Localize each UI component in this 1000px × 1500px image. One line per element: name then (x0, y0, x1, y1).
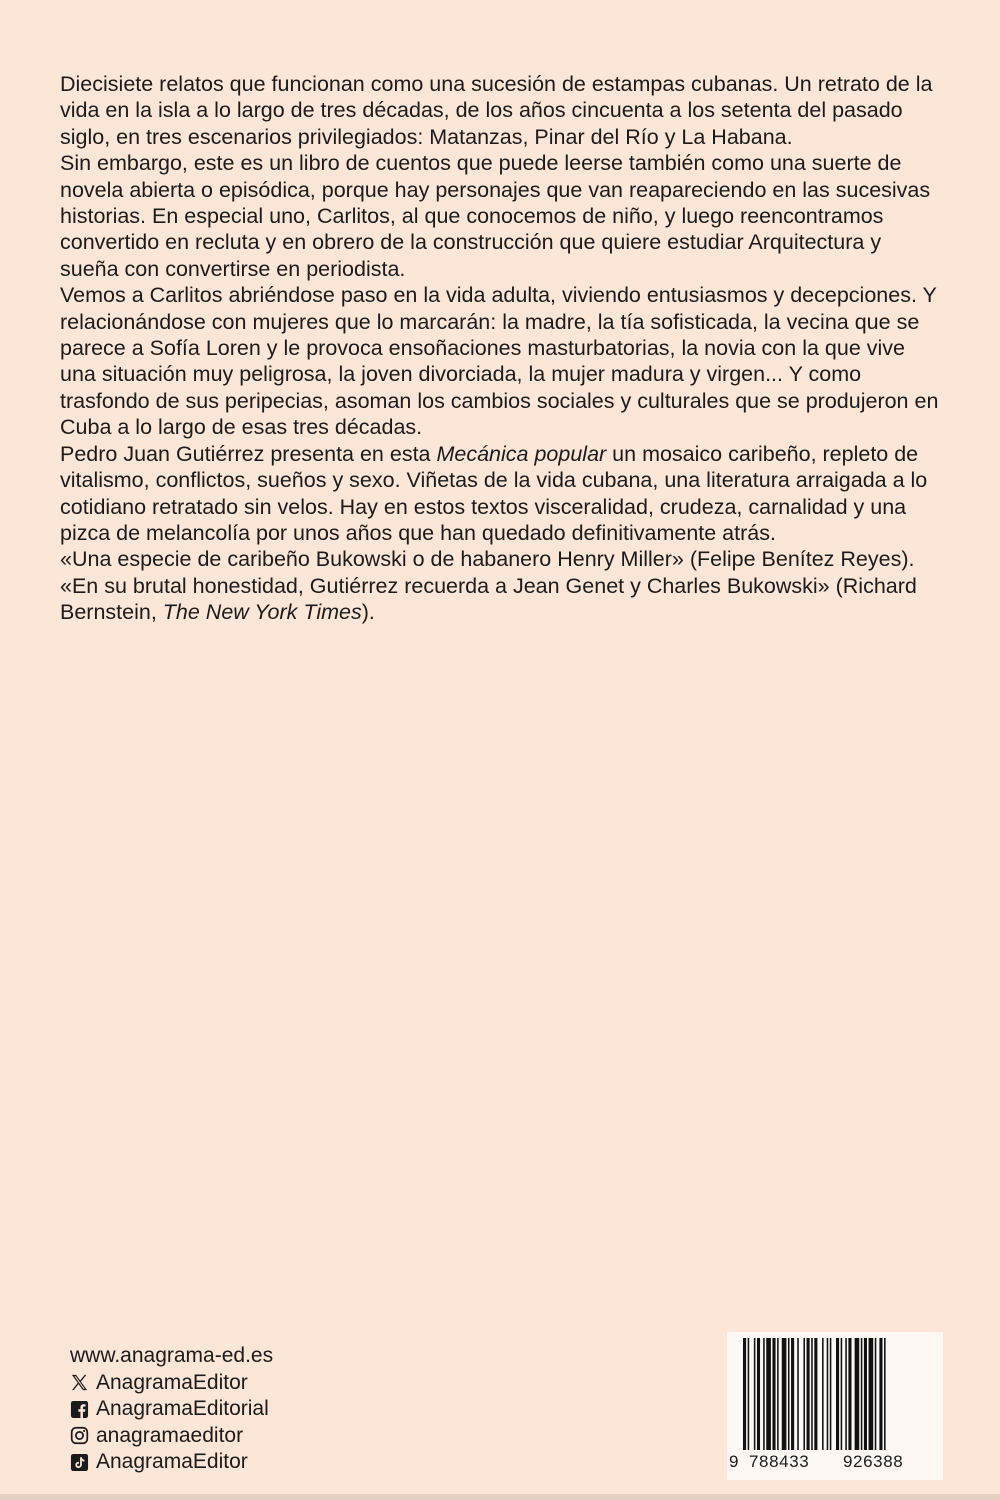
barcode-bar (875, 1338, 877, 1450)
barcode-digit-group-2: 926388 (843, 1452, 904, 1471)
barcode-bar (788, 1338, 790, 1450)
publisher-contacts (70, 1343, 273, 1476)
barcode-bar (766, 1338, 771, 1450)
barcode-bars (727, 1332, 943, 1454)
instagram-icon (70, 1426, 89, 1445)
isbn-barcode (727, 1332, 943, 1480)
barcode-bar (803, 1338, 805, 1450)
barcode-bar (814, 1338, 817, 1450)
barcode-bar (777, 1338, 779, 1450)
barcode-bar (827, 1338, 829, 1450)
barcode-bar (791, 1338, 794, 1450)
barcode-bar (772, 1338, 775, 1450)
barcode-bar (861, 1338, 863, 1450)
barcode-bar (884, 1338, 886, 1450)
blurb-paragraph-4-end: un mosaico caribeño, repleto de vitalismo, conflictos, sueños y sexo. Viñetas de la vida cubana, una literatura arraigada a lo cotidiano retratado sin velos. Hay en estos textos visceralidad, crudeza, carnalidad y una pizca de melancolía por unos años que han quedado definitivamente atrás. (60, 441, 928, 545)
tiktok-handle[interactable]: AnagramaEditor (96, 1450, 248, 1473)
x-account[interactable] (70, 1370, 273, 1397)
x-logo-icon (70, 1373, 89, 1392)
barcode-bar (782, 1338, 787, 1450)
tiktok-icon (70, 1453, 89, 1472)
barcode-bar (869, 1338, 874, 1450)
instagram-account[interactable] (70, 1423, 273, 1450)
blurb-paragraph-3: Vemos a Carlitos abriéndose paso en la vida adulta, viviendo entusiasmos y decepciones. Y relacionándose con mujeres que lo marcarán: la madre, la tía sofisticada, la vecina que se parece a Sofía Loren y le provoca ensoñaciones masturbatorias, la novia con la que vive una situación muy peligrosa, la joven divorciada, la mujer madura y virgen... Y como trasfondo de sus peripecias, asoman los cambios sociales y culturales que se produjeron en Cuba a lo largo de esas tres décadas. (60, 283, 939, 440)
website-url[interactable]: www.anagrama-ed.es (70, 1344, 274, 1367)
barcode-bar (830, 1338, 832, 1450)
barcode-bar (841, 1338, 843, 1450)
website-link[interactable] (70, 1343, 273, 1370)
blurb-paragraph-4-start: Pedro Juan Gutiérrez presenta en esta (60, 441, 437, 466)
barcode-bar (797, 1338, 799, 1450)
barcode-bar (836, 1338, 839, 1450)
facebook-icon (70, 1400, 89, 1419)
book-title: Mecánica popular (436, 441, 607, 466)
page-bottom-edge (0, 1494, 1000, 1500)
facebook-account[interactable] (70, 1396, 273, 1423)
barcode-bar (807, 1338, 810, 1450)
blurb-paragraph-4 (60, 441, 940, 547)
barcode-bar (822, 1338, 824, 1450)
barcode-first-digit: 9 (729, 1452, 740, 1471)
barcode-digit-group-1: 788433 (749, 1452, 810, 1471)
blurb-paragraph-2: Sin embargo, este es un libro de cuentos que puede leerse también como una suerte de novela abierta o episódica, porque hay personajes que van reapareciendo en las sucesivas historias. En especial uno, Carlitos, al que conocemos de niño, y luego reencontramos convertido en recluta y en obrero de la construcción que quiere estudiar Arquitectura y sueña con convertirse en periodista. (60, 151, 931, 281)
barcode-bar (757, 1338, 760, 1450)
barcode-bar (845, 1338, 847, 1450)
barcode-bar (879, 1338, 882, 1450)
barcode-bar (811, 1338, 813, 1450)
tiktok-account[interactable] (70, 1449, 273, 1476)
barcode-bar (748, 1338, 750, 1450)
review-source: The New York Times (162, 600, 362, 625)
barcode-bar (848, 1338, 851, 1450)
review-quote-2-end: ). (361, 600, 375, 625)
barcode-bar (754, 1338, 756, 1450)
barcode-bar (763, 1338, 765, 1450)
back-cover-blurb (60, 71, 940, 626)
review-quote-2-text: «En su brutal honestidad, Gutiérrez recuerda a Jean Genet y Charles Bukowski» (Richard Bernstein, (60, 573, 917, 625)
barcode-bar (855, 1338, 860, 1450)
instagram-handle[interactable]: anagramaeditor (96, 1423, 244, 1447)
review-quote-2 (60, 573, 940, 626)
facebook-handle[interactable]: AnagramaEditorial (96, 1397, 269, 1420)
x-handle[interactable]: AnagramaEditor (96, 1370, 248, 1394)
barcode-bar (864, 1338, 867, 1450)
review-quote-1: «Una especie de caribeño Bukowski o de habanero Henry Miller» (Felipe Benítez Reyes). (60, 547, 915, 572)
blurb-paragraph-1: Diecisiete relatos que funcionan como una sucesión de estampas cubanas. Un retrato de la vida en la isla a lo largo de tres décadas, de los años cincuenta a los setenta del pasado siglo, en tres escenarios privilegiados: Matanzas, Pinar del Río y La Habana. (60, 72, 933, 149)
barcode-bar (743, 1338, 746, 1450)
